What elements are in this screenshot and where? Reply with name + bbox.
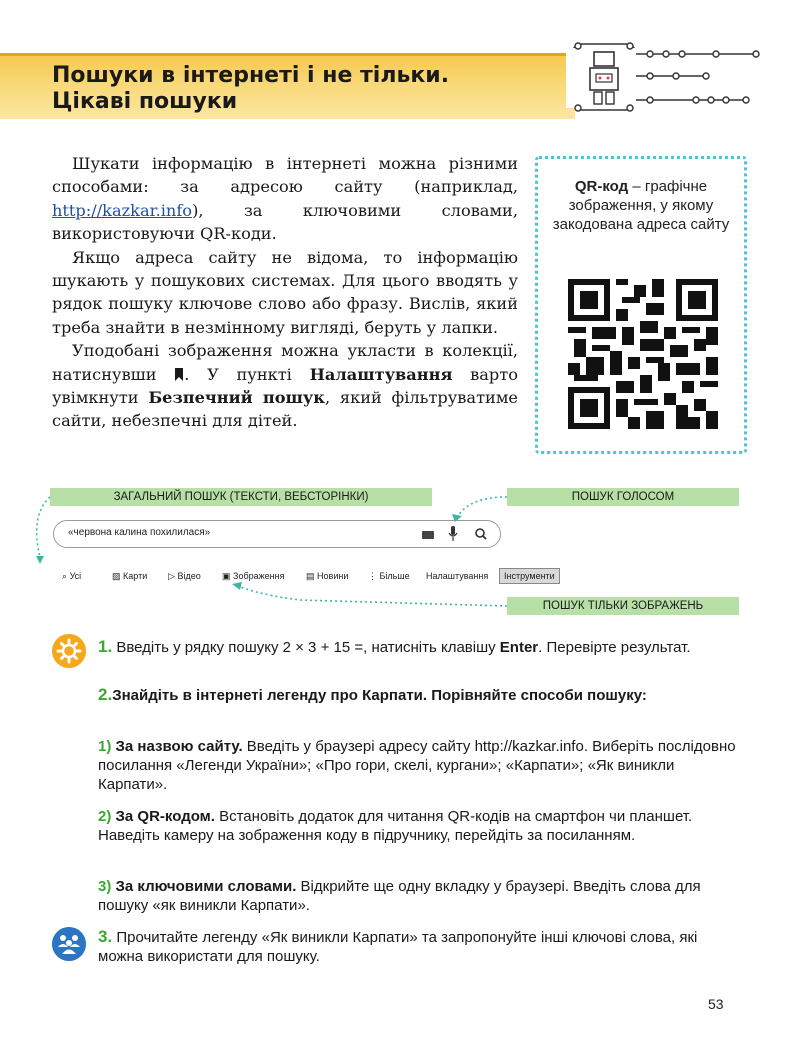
group-people-icon — [52, 927, 86, 961]
paragraph-2: Якщо адреса сайту не відома, то інформацію шукають у пошукових системах. Для цього вводять у рядок пошуку ключове слово або фразу. Вислів, який треба знайти в незмінному вигляді, беруть у лапки. — [52, 247, 518, 337]
label-voice-search: ПОШУК ГОЛОСОМ — [507, 488, 739, 506]
tab-all[interactable]: ⌕ Усі — [62, 571, 82, 581]
task-2-step-3: 3) За ключовими словами. Відкрийте ще одну вкладку у браузері. Введіть слова для пошуку «як виникли Карпати». — [98, 878, 701, 914]
tab-maps[interactable]: ▨ Карти — [112, 571, 148, 581]
label-general-search: ЗАГАЛЬНИЙ ПОШУК (ТЕКСТИ, ВЕБСТОРІНКИ) — [50, 488, 432, 506]
search-query: «червона калина похилилася» — [68, 527, 211, 538]
gear-icon — [52, 634, 86, 668]
task-2-step-2: 2) За QR-кодом. Встановіть додаток для читання QR-кодів на смартфон чи планшет. Наведіть камеру на зображення коду в підручнику, перейдіть за посиланням. — [98, 808, 693, 844]
title-line-1: Пошуки в інтернеті і не тільки. — [52, 63, 450, 88]
tab-tools[interactable]: Інструменти — [499, 568, 560, 584]
tab-images[interactable]: ▣ Зображення — [222, 571, 285, 581]
search-small-icon: ⌕ — [62, 571, 68, 581]
news-icon: ▤ — [306, 571, 315, 581]
task-3: 3. Прочитайте легенду «Як виникли Карпати» та запропонуйте інші ключові слова, які можна використати для пошуку. — [98, 927, 698, 965]
tab-more[interactable]: ⋮ Більше — [368, 571, 410, 581]
kazkar-link[interactable]: http://kazkar.info — [52, 200, 193, 220]
label-image-search: ПОШУК ТІЛЬКИ ЗОБРАЖЕНЬ — [507, 597, 739, 615]
page-number: 53 — [708, 996, 724, 1012]
task-2: 2.Знайдіть в інтернеті легенду про Карпати. Порівняйте способи пошуку: — [98, 685, 647, 704]
more-icon: ⋮ — [368, 571, 377, 581]
task-1: 1. Введіть у рядку пошуку 2 × 3 + 15 =, натисніть клавішу Enter. Перевірте результат. — [98, 637, 691, 656]
paragraph-3: Уподобані зображення можна укласти в колекції, натиснувши . У пункті Налаштування варто увімкнути Безпечний пошук, який фільтруватиме сайти, небезпечні для дітей. — [52, 341, 518, 431]
map-icon: ▨ — [112, 571, 121, 581]
title-line-2: Цікаві пошуки — [52, 89, 238, 114]
qr-caption: QR-код – графічне зображення, у якому закодована адреса сайту — [552, 178, 730, 233]
paragraph-1: Шукати інформацію в інтернеті можна різними способами: за адресою сайту (наприклад, http://kazkar.info), за ключовими словами, використовуючи QR-коди. — [52, 154, 518, 244]
image-icon: ▣ — [222, 571, 231, 581]
tab-video[interactable]: ▷ Відео — [168, 571, 201, 581]
task-2-step-1: 1) За назвою сайту. Введіть у браузері адресу сайту http://kazkar.info. Виберіть послідовно посилання «Легенди України»; «Про гори, скелі, кургани»; «Карпати»; «Як виникли Карпати». — [98, 738, 736, 793]
play-icon: ▷ — [168, 571, 175, 581]
tab-settings[interactable]: Налаштування — [426, 571, 489, 581]
tab-news[interactable]: ▤ Новини — [306, 571, 349, 581]
